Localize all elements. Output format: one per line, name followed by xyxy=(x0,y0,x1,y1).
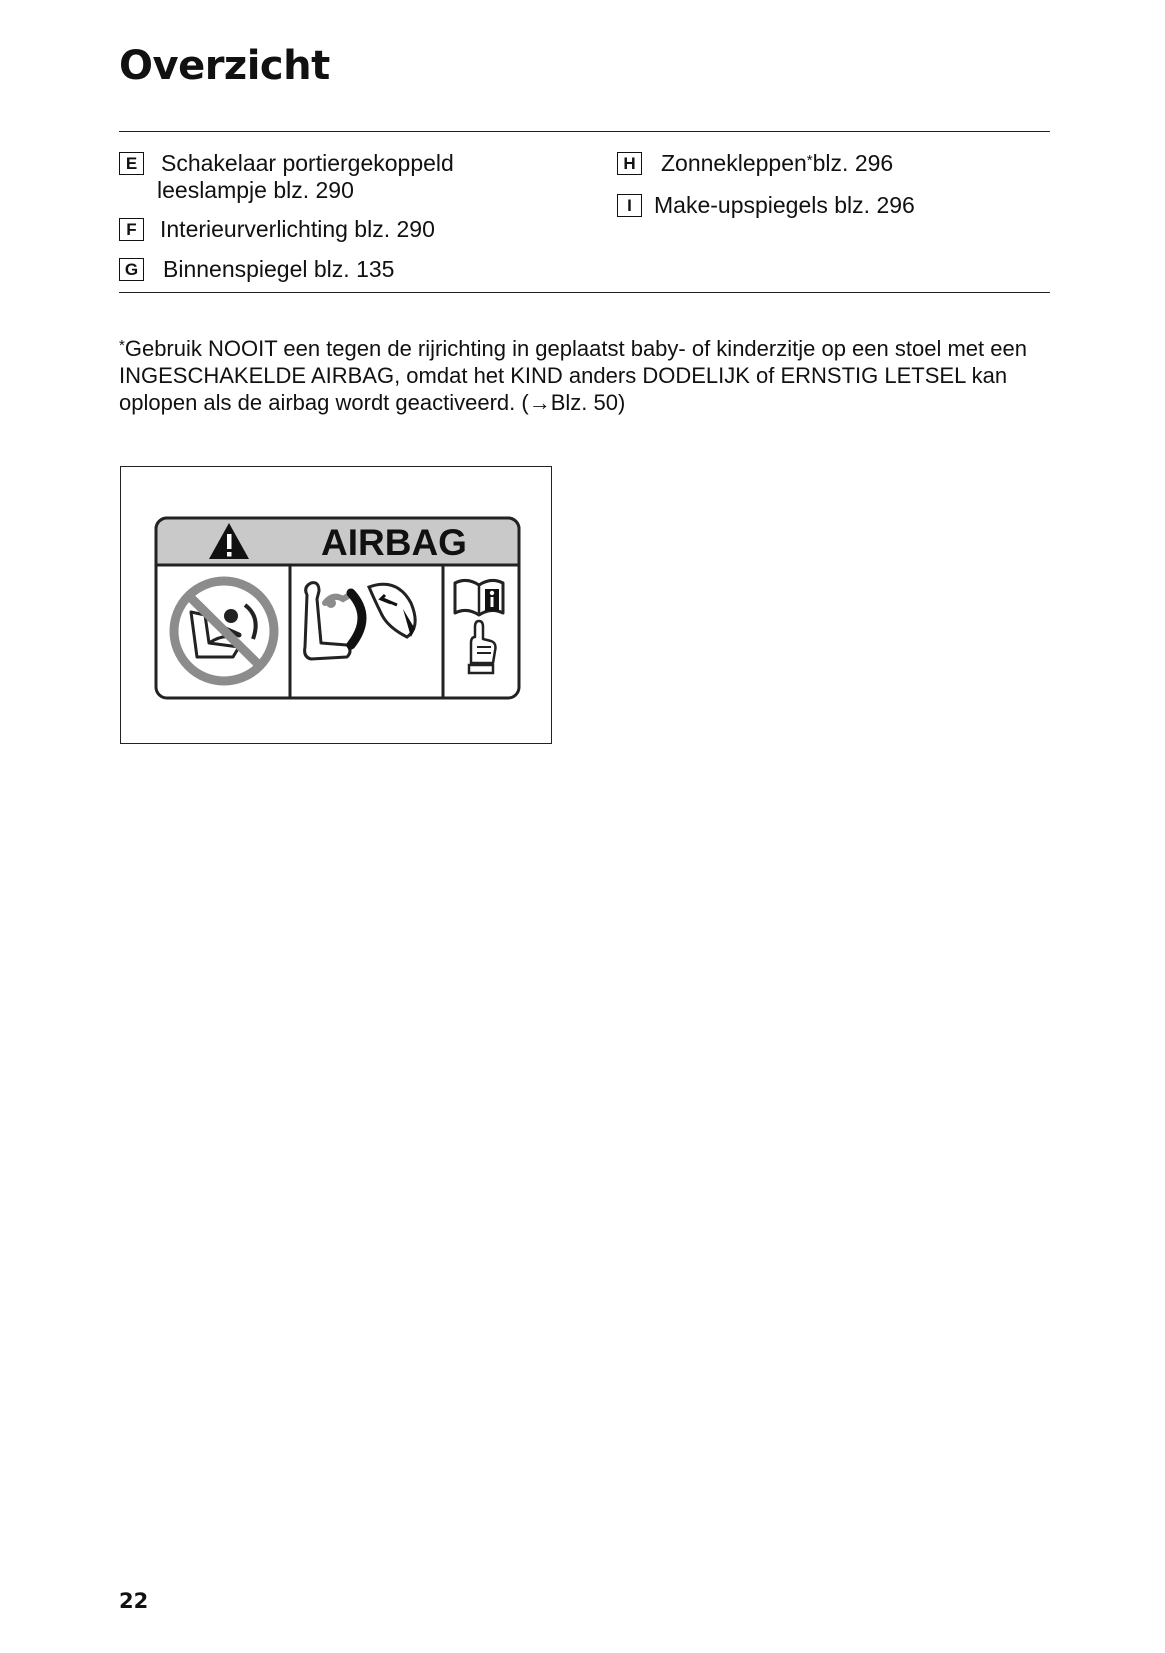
item-letter-box: F xyxy=(119,218,144,241)
footnote-mark: * xyxy=(119,337,125,354)
item-text: Make-upspiegels blz. 296 xyxy=(654,192,915,218)
airbag-warning-label xyxy=(121,467,553,745)
item-text xyxy=(617,150,1047,177)
airbag-warning-figure xyxy=(120,466,552,744)
footnote xyxy=(119,335,1059,416)
top-divider xyxy=(119,131,1050,132)
item-text xyxy=(119,150,589,177)
page-title: Overzicht xyxy=(119,43,330,89)
list-item-h xyxy=(617,150,1047,178)
item-letter-box: G xyxy=(119,258,144,281)
footnote-mark: * xyxy=(806,152,813,169)
item-list-right xyxy=(617,150,1047,220)
item-list-left xyxy=(119,150,589,284)
item-text: Binnenspiegel blz. 135 xyxy=(163,256,395,282)
item-text: Interieurverlichting blz. 290 xyxy=(160,216,435,242)
item-letter-box: E xyxy=(119,152,144,175)
list-item-i xyxy=(617,192,1047,220)
item-letter-box: I xyxy=(617,194,642,217)
bottom-divider xyxy=(119,292,1050,293)
item-text-before: Zonnekleppen xyxy=(661,150,807,176)
list-item-g xyxy=(119,256,589,284)
footnote-text: Gebruik NOOIT een tegen de rijrichting in geplaatst baby- of kinderzitje op een stoel met een INGESCHAKELDE AIRBAG, omdat het KIND anders DODELIJK of ERNSTIG LETSEL kan oplopen als de airbag wordt geactiveerd. (→Blz. 50) xyxy=(119,336,1027,415)
airbag-heading: AIRBAG xyxy=(321,522,467,563)
item-letter-box: H xyxy=(617,152,642,175)
list-item-e xyxy=(119,150,589,202)
item-text-line-1: Schakelaar portiergekoppeld xyxy=(161,150,454,176)
item-text-after: blz. 296 xyxy=(812,150,894,176)
item-text-line-2: leeslampje blz. 290 xyxy=(157,177,354,203)
page-number: 22 xyxy=(119,1589,149,1613)
list-item-f xyxy=(119,216,589,244)
